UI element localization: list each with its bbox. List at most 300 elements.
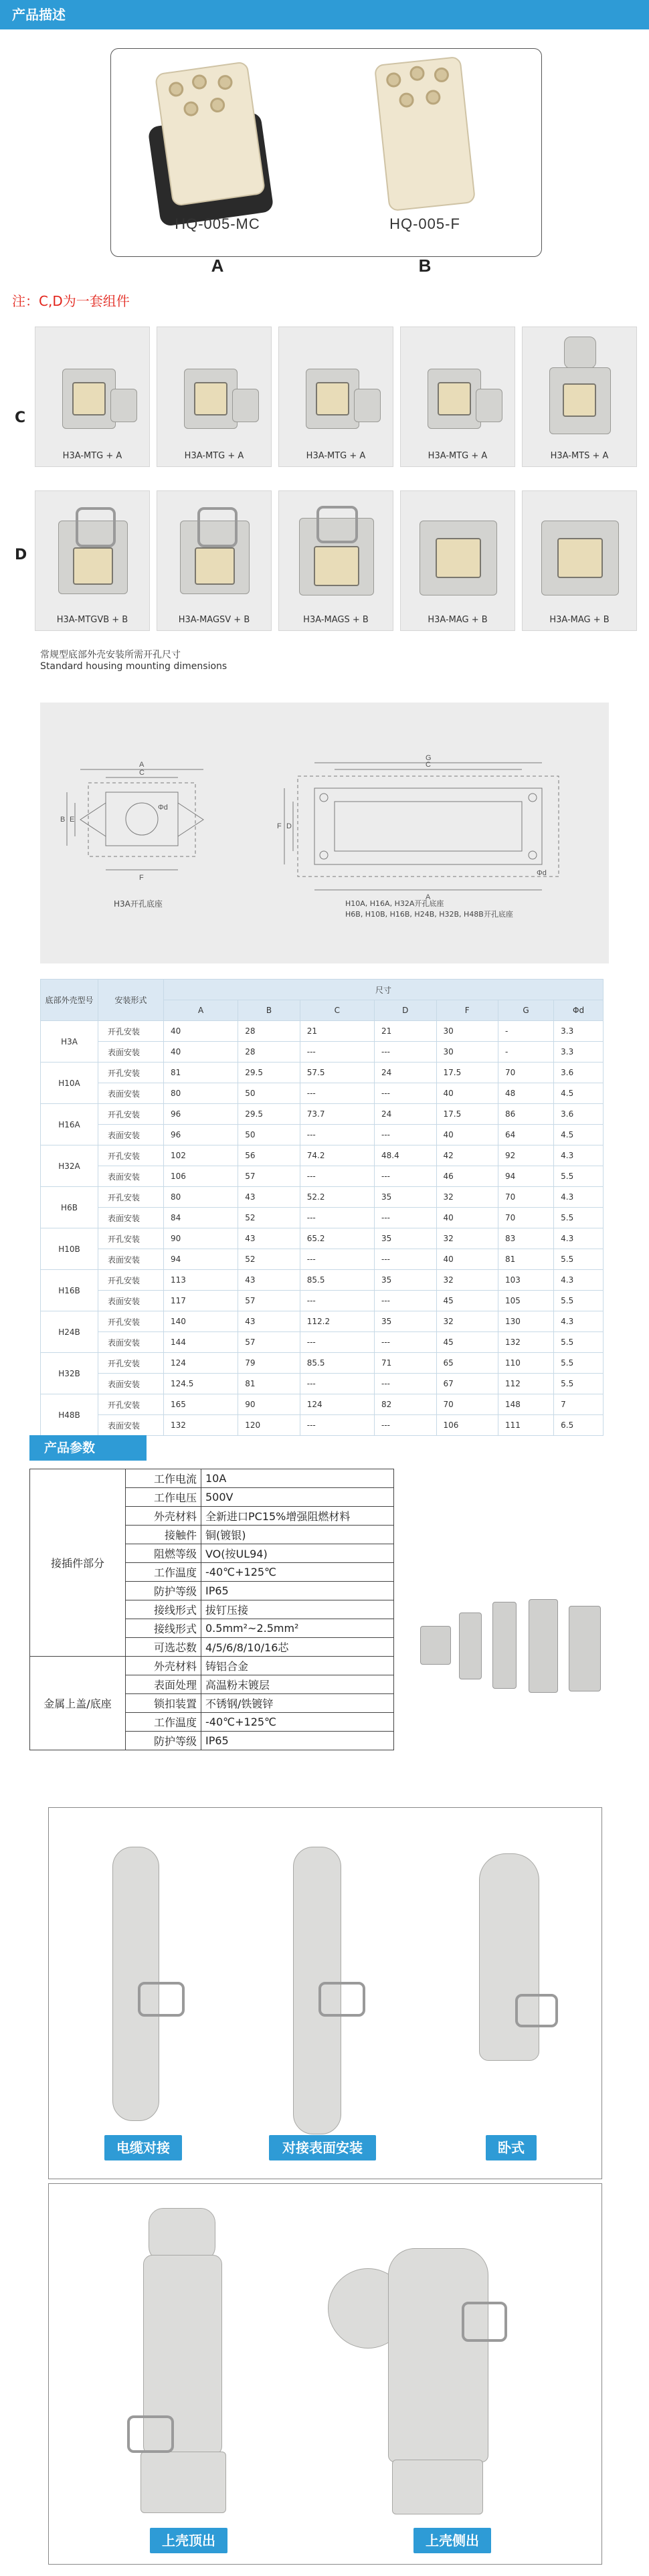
dim-value-cell: 94 <box>164 1249 238 1270</box>
col-header-dim: B <box>238 1000 300 1021</box>
dim-value-cell: 144 <box>164 1332 238 1353</box>
table-row <box>41 1270 604 1291</box>
mount-type-cell: 表面安装 <box>98 1415 164 1436</box>
col-header-mount: 安装形式 <box>98 980 164 1021</box>
dim-value-cell: 52 <box>238 1249 300 1270</box>
pin-icon <box>168 81 185 98</box>
section-title: 产品参数 <box>44 1441 96 1455</box>
variant-caption: H3A-MAGS + B <box>303 615 369 625</box>
dim-value-cell: 57.5 <box>300 1063 374 1083</box>
dim-value-cell: 28 <box>238 1042 300 1063</box>
dim-value-cell: 4.3 <box>554 1270 604 1291</box>
mount-type-cell: 开孔安装 <box>98 1270 164 1291</box>
variant-cell-c2 <box>157 327 272 467</box>
variant-caption: H3A-MTS + A <box>550 451 609 461</box>
dim-letter-c: C <box>139 769 145 777</box>
dim-value-cell: 71 <box>375 1353 437 1374</box>
param-key: 工作电压 <box>126 1488 201 1507</box>
dim-value-cell: 96 <box>164 1125 238 1145</box>
locking-lever-icon <box>515 1994 558 2027</box>
top-entry-gland-image <box>149 2208 215 2262</box>
table-row <box>41 1394 604 1415</box>
col-header-dim: C <box>300 1000 374 1021</box>
table-row <box>41 1249 604 1270</box>
mount-type-cell: 开孔安装 <box>98 1394 164 1415</box>
param-value: 铜(镀银) <box>201 1526 394 1544</box>
mount-type-cell: 表面安装 <box>98 1042 164 1063</box>
dim-value-cell: 165 <box>164 1394 238 1415</box>
mounting-drawing-svg <box>40 703 609 963</box>
dim-value-cell: 48.4 <box>375 1145 437 1166</box>
dim-value-cell: 3.6 <box>554 1104 604 1125</box>
mount-type-cell: 表面安装 <box>98 1291 164 1311</box>
dim-value-cell: 117 <box>164 1291 238 1311</box>
dim-value-cell: 35 <box>375 1311 437 1332</box>
dim-value-cell: 24 <box>375 1104 437 1125</box>
dim-value-cell: 70 <box>498 1208 554 1228</box>
pin-icon <box>385 72 401 88</box>
dim-value-cell: --- <box>375 1083 437 1104</box>
housing-type-cell: H10A <box>41 1063 98 1104</box>
mount-type-cell: 开孔安装 <box>98 1063 164 1083</box>
variant-caption: H3A-MAG + B <box>549 615 610 625</box>
left-drawing-caption: H3A开孔底座 <box>114 899 163 909</box>
variant-cell-d3 <box>278 490 393 631</box>
dim-value-cell: --- <box>300 1332 374 1353</box>
dim-value-cell: 6.5 <box>554 1415 604 1436</box>
dim-value-cell: 81 <box>498 1249 554 1270</box>
dim-value-cell: 82 <box>375 1394 437 1415</box>
dim-value-cell: 4.5 <box>554 1083 604 1104</box>
dim-value-cell: 32 <box>436 1270 498 1291</box>
dim-value-cell: 112.2 <box>300 1311 374 1332</box>
dim-value-cell: 4.3 <box>554 1228 604 1249</box>
dim-value-cell: 17.5 <box>436 1104 498 1125</box>
dim-value-cell: --- <box>300 1125 374 1145</box>
dim-value-cell: 28 <box>238 1021 300 1042</box>
pin-icon <box>425 89 441 105</box>
cable-gland-image <box>232 389 259 422</box>
dim-value-cell: 29.5 <box>238 1063 300 1083</box>
dim-value-cell: 21 <box>300 1021 374 1042</box>
dim-value-cell: 42 <box>436 1145 498 1166</box>
mounting-drawings-area <box>40 703 609 963</box>
dim-value-cell: 65.2 <box>300 1228 374 1249</box>
dim-value-cell: 40 <box>436 1125 498 1145</box>
plug-a-label: HQ-005-MC <box>175 215 260 232</box>
dim-value-cell: 83 <box>498 1228 554 1249</box>
dim-value-cell: 5.5 <box>554 1166 604 1187</box>
dim-value-cell: 67 <box>436 1374 498 1394</box>
dim-value-cell: 3.3 <box>554 1021 604 1042</box>
dim-value-cell: 90 <box>164 1228 238 1249</box>
locking-lever-icon <box>127 2415 174 2453</box>
table-row <box>41 1042 604 1063</box>
locking-lever-icon <box>197 507 238 547</box>
param-value: VO(按UL94) <box>201 1544 394 1563</box>
dim-value-cell: 24 <box>375 1063 437 1083</box>
dim-value-cell: 112 <box>498 1374 554 1394</box>
table-row <box>41 1063 604 1083</box>
pin-icon <box>434 67 450 83</box>
housing-type-cell: H24B <box>41 1311 98 1353</box>
param-key: 防护等级 <box>126 1732 201 1750</box>
dim-value-cell: 70 <box>498 1187 554 1208</box>
dim-value-cell: --- <box>375 1042 437 1063</box>
dim-value-cell: 56 <box>238 1145 300 1166</box>
dim-value-cell: 43 <box>238 1187 300 1208</box>
dim-value-cell: --- <box>300 1415 374 1436</box>
dim-letter-phid: Φd <box>158 804 168 812</box>
dim-letter-b: B <box>60 816 66 824</box>
dim-value-cell: 17.5 <box>436 1063 498 1083</box>
section-header-product-description <box>0 0 649 29</box>
label-cable-coupling: 电缆对接 <box>104 2135 182 2160</box>
dim-letter-a: A <box>139 761 145 769</box>
housing-type-cell: H32A <box>41 1145 98 1187</box>
col-header-size: 尺寸 <box>164 980 604 1000</box>
param-key: 外壳材料 <box>126 1507 201 1526</box>
dim-value-cell: 85.5 <box>300 1270 374 1291</box>
dim-value-cell: 132 <box>164 1415 238 1436</box>
dim-value-cell: 110 <box>498 1353 554 1374</box>
dim-value-cell: 94 <box>498 1166 554 1187</box>
housing-type-cell: H10B <box>41 1228 98 1270</box>
dim-letter-e: E <box>70 816 75 824</box>
param-key: 接线形式 <box>126 1600 201 1619</box>
dim-value-cell: 57 <box>238 1166 300 1187</box>
housing-type-cell: H6B <box>41 1187 98 1228</box>
col-header-type: 底部外壳型号 <box>41 980 98 1021</box>
variant-cell-d2 <box>157 490 272 631</box>
dim-value-cell: 40 <box>436 1249 498 1270</box>
table-row <box>41 1083 604 1104</box>
insert-image <box>436 538 481 578</box>
mount-type-cell: 开孔安装 <box>98 1145 164 1166</box>
dim-value-cell: 74.2 <box>300 1145 374 1166</box>
dim-value-cell: --- <box>375 1374 437 1394</box>
dim-value-cell: 132 <box>498 1332 554 1353</box>
dim-value-cell: --- <box>300 1249 374 1270</box>
dim-value-cell: - <box>498 1042 554 1063</box>
locking-lever-icon <box>138 1982 185 2017</box>
mount-type-cell: 表面安装 <box>98 1083 164 1104</box>
dim-value-cell: 64 <box>498 1125 554 1145</box>
dim-value-cell: 50 <box>238 1083 300 1104</box>
note-text: 注：C,D为一套组件 <box>12 293 130 309</box>
right-drawing-caption-2: H6B, H10B, H16B, H24B, H32B, H48B开孔底座 <box>345 910 513 919</box>
dim-value-cell: 32 <box>436 1228 498 1249</box>
housing-type-cell: H48B <box>41 1394 98 1436</box>
dim-value-cell: 140 <box>164 1311 238 1332</box>
dim-value-cell: --- <box>375 1291 437 1311</box>
dim-value-cell: 4.5 <box>554 1125 604 1145</box>
table-row <box>41 1021 604 1042</box>
plug-b-label: HQ-005-F <box>389 215 460 232</box>
param-key: 阻燃等级 <box>126 1544 201 1563</box>
dim-value-cell: 130 <box>498 1311 554 1332</box>
variant-caption: H3A-MTG + A <box>184 451 244 461</box>
dim-value-cell: 30 <box>436 1042 498 1063</box>
dim-value-cell: 106 <box>436 1415 498 1436</box>
dim-value-cell: 52.2 <box>300 1187 374 1208</box>
dim-value-cell: 80 <box>164 1083 238 1104</box>
dim-value-cell: 40 <box>436 1083 498 1104</box>
label-side-entry: 上壳侧出 <box>413 2528 491 2553</box>
dimension-table <box>40 979 604 1436</box>
dim-value-cell: 86 <box>498 1104 554 1125</box>
dim-value-cell: 45 <box>436 1332 498 1353</box>
table-row <box>41 1374 604 1394</box>
dim-value-cell: --- <box>375 1249 437 1270</box>
dim-value-cell: 106 <box>164 1166 238 1187</box>
dim-value-cell: 70 <box>436 1394 498 1415</box>
variant-caption: H3A-MTGVB + B <box>56 615 128 625</box>
mounting-types-frame-bottom <box>48 2183 602 2565</box>
side-entry-housing-image <box>388 2248 488 2462</box>
dim-value-cell: 30 <box>436 1021 498 1042</box>
table-row <box>41 1187 604 1208</box>
variant-caption: H3A-MTG + A <box>62 451 122 461</box>
table-row <box>41 1291 604 1311</box>
dim-value-cell: 124 <box>300 1394 374 1415</box>
top-entry-base-image <box>141 2452 226 2513</box>
param-group-label: 金属上盖/底座 <box>30 1657 126 1750</box>
variant-caption: H3A-MAG + B <box>428 615 488 625</box>
thumb-image <box>569 1606 601 1691</box>
dim-value-cell: 5.5 <box>554 1208 604 1228</box>
dim-value-cell: 40 <box>164 1021 238 1042</box>
dim-value-cell: --- <box>375 1208 437 1228</box>
dim-value-cell: 85.5 <box>300 1353 374 1374</box>
param-value: IP65 <box>201 1732 394 1750</box>
mounting-title-cn: 常规型底部外壳安装所需开孔尺寸 <box>40 650 181 660</box>
section-title: 产品描述 <box>12 7 66 23</box>
dim-value-cell: 5.5 <box>554 1332 604 1353</box>
variant-cell-d1 <box>35 490 150 631</box>
param-value: 0.5mm²~2.5mm² <box>201 1619 394 1638</box>
dim-value-cell: 148 <box>498 1394 554 1415</box>
plug-b-image <box>374 56 476 211</box>
param-key: 表面处理 <box>126 1675 201 1694</box>
variant-caption: H3A-MTG + A <box>428 451 488 461</box>
label-surface-mount: 对接表面安装 <box>269 2135 376 2160</box>
dim-value-cell: 32 <box>436 1187 498 1208</box>
dim-value-cell: 3.3 <box>554 1042 604 1063</box>
insert-image <box>438 382 471 416</box>
locking-lever-icon <box>316 506 358 543</box>
mounting-title-en: Standard housing mounting dimensions <box>40 661 227 672</box>
dim-value-cell: 46 <box>436 1166 498 1187</box>
col-header-dim: Φd <box>554 1000 604 1021</box>
horizontal-housing-image <box>479 1853 539 2061</box>
dim-value-cell: 32 <box>436 1311 498 1332</box>
dim-value-cell: 102 <box>164 1145 238 1166</box>
dim-value-cell: 43 <box>238 1270 300 1291</box>
label-top-entry: 上壳顶出 <box>150 2528 227 2553</box>
dim-value-cell: - <box>498 1021 554 1042</box>
dim-value-cell: 3.6 <box>554 1063 604 1083</box>
pin-icon <box>398 92 414 108</box>
dim-value-cell: 5.5 <box>554 1374 604 1394</box>
row-letter-c: C <box>15 409 26 426</box>
dim-value-cell: 52 <box>238 1208 300 1228</box>
dim-value-cell: 57 <box>238 1332 300 1353</box>
variant-caption: H3A-MTG + A <box>306 451 366 461</box>
pin-icon <box>409 66 425 82</box>
side-entry-base-image <box>392 2460 483 2514</box>
housing-type-cell: H16B <box>41 1270 98 1311</box>
param-key: 可选芯数 <box>126 1638 201 1657</box>
param-key: 工作温度 <box>126 1563 201 1582</box>
dim-value-cell: 4.3 <box>554 1145 604 1166</box>
dim-value-cell: 124.5 <box>164 1374 238 1394</box>
insert-image <box>72 382 106 416</box>
dim-value-cell: --- <box>300 1291 374 1311</box>
param-value: -40℃+125℃ <box>201 1563 394 1582</box>
insert-image <box>314 546 359 586</box>
dim-value-cell: 35 <box>375 1187 437 1208</box>
dim-value-cell: 113 <box>164 1270 238 1291</box>
col-header-dim: F <box>436 1000 498 1021</box>
dim-value-cell: 81 <box>164 1063 238 1083</box>
dim-value-cell: 57 <box>238 1291 300 1311</box>
table-row <box>41 1353 604 1374</box>
pin-icon <box>209 97 226 114</box>
param-group-label: 接插件部分 <box>30 1469 126 1657</box>
mount-type-cell: 表面安装 <box>98 1166 164 1187</box>
mount-type-cell: 表面安装 <box>98 1125 164 1145</box>
row-letter-d: D <box>15 547 27 563</box>
mount-type-cell: 开孔安装 <box>98 1228 164 1249</box>
dim-letter-a: A <box>426 893 431 901</box>
dim-value-cell: --- <box>375 1332 437 1353</box>
table-row <box>41 1104 604 1125</box>
mount-type-cell: 开孔安装 <box>98 1104 164 1125</box>
param-row <box>30 1469 394 1488</box>
dim-value-cell: --- <box>375 1125 437 1145</box>
dim-letter-phid: Φd <box>537 869 547 877</box>
param-key: 外壳材料 <box>126 1657 201 1675</box>
pin-icon <box>217 74 234 91</box>
param-key: 工作电流 <box>126 1469 201 1488</box>
pin-icon <box>191 74 208 90</box>
cable-gland-image <box>110 389 137 422</box>
dim-value-cell: 111 <box>498 1415 554 1436</box>
dim-value-cell: 81 <box>238 1374 300 1394</box>
plug-b-letter: B <box>418 256 432 276</box>
params-table <box>29 1469 394 1750</box>
variant-cell-c5 <box>522 327 637 467</box>
dim-value-cell: --- <box>300 1042 374 1063</box>
thumb-image <box>420 1626 451 1665</box>
col-header-dim: G <box>498 1000 554 1021</box>
param-value: 10A <box>201 1469 394 1488</box>
dim-value-cell: 4.3 <box>554 1311 604 1332</box>
mount-type-cell: 表面安装 <box>98 1208 164 1228</box>
param-key: 防护等级 <box>126 1582 201 1600</box>
table-row <box>41 1415 604 1436</box>
param-value: 不锈钢/铁镀锌 <box>201 1694 394 1713</box>
dim-value-cell: --- <box>375 1166 437 1187</box>
dim-value-cell: --- <box>300 1083 374 1104</box>
param-value: -40℃+125℃ <box>201 1713 394 1732</box>
dim-value-cell: 90 <box>238 1394 300 1415</box>
insert-image <box>73 547 113 585</box>
dim-value-cell: 103 <box>498 1270 554 1291</box>
dim-value-cell: 73.7 <box>300 1104 374 1125</box>
dim-value-cell: 80 <box>164 1187 238 1208</box>
variant-cell-d5 <box>522 490 637 631</box>
plug-a-letter: A <box>211 256 224 276</box>
insert-image <box>194 382 227 416</box>
mount-type-cell: 表面安装 <box>98 1249 164 1270</box>
insert-image <box>557 538 603 578</box>
pin-icon <box>183 100 199 117</box>
dim-letter-g: G <box>426 754 432 762</box>
dim-value-cell: --- <box>375 1415 437 1436</box>
dim-value-cell: 50 <box>238 1125 300 1145</box>
dim-value-cell: 43 <box>238 1311 300 1332</box>
variant-cell-c3 <box>278 327 393 467</box>
variant-cell-d4 <box>400 490 515 631</box>
dim-letter-c: C <box>426 761 431 769</box>
insert-image <box>195 547 235 585</box>
dim-value-cell: --- <box>300 1166 374 1187</box>
variant-cell-c1 <box>35 327 150 467</box>
mount-type-cell: 开孔安装 <box>98 1021 164 1042</box>
mount-type-cell: 开孔安装 <box>98 1353 164 1374</box>
thumb-image <box>529 1599 558 1693</box>
table-row <box>41 1125 604 1145</box>
dim-value-cell: 43 <box>238 1228 300 1249</box>
dim-value-cell: 84 <box>164 1208 238 1228</box>
insert-image <box>563 383 596 417</box>
param-value: 全新进口PC15%增强阻燃材料 <box>201 1507 394 1526</box>
dim-value-cell: 96 <box>164 1104 238 1125</box>
insert-image <box>316 382 349 416</box>
table-row <box>41 1332 604 1353</box>
plug-a-image <box>155 61 266 207</box>
dim-value-cell: 48 <box>498 1083 554 1104</box>
right-drawing-caption-1: H10A, H16A, H32A开孔底座 <box>345 899 444 908</box>
housing-type-cell: H16A <box>41 1104 98 1145</box>
param-value: 500V <box>201 1488 394 1507</box>
cable-gland-image <box>476 389 502 422</box>
table-row <box>41 1145 604 1166</box>
locking-lever-icon <box>462 2302 507 2342</box>
variant-cell-c4 <box>400 327 515 467</box>
table-row <box>41 1228 604 1249</box>
param-key: 接触件 <box>126 1526 201 1544</box>
dim-value-cell: 45 <box>436 1291 498 1311</box>
param-value: 铸铝合金 <box>201 1657 394 1675</box>
dim-value-cell: 35 <box>375 1228 437 1249</box>
param-key: 锁扣装置 <box>126 1694 201 1713</box>
thumb-image <box>492 1602 517 1689</box>
cable-gland-image <box>354 389 381 422</box>
thumb-image <box>459 1613 482 1679</box>
dim-value-cell: 92 <box>498 1145 554 1166</box>
label-horizontal: 卧式 <box>486 2135 537 2160</box>
dim-value-cell: 5.5 <box>554 1353 604 1374</box>
housing-type-cell: H32B <box>41 1353 98 1394</box>
section-header-params <box>29 1435 147 1461</box>
dim-letter-f: F <box>139 874 144 882</box>
table-row <box>41 1208 604 1228</box>
dim-letter-d: D <box>286 822 292 830</box>
param-value: IP65 <box>201 1582 394 1600</box>
